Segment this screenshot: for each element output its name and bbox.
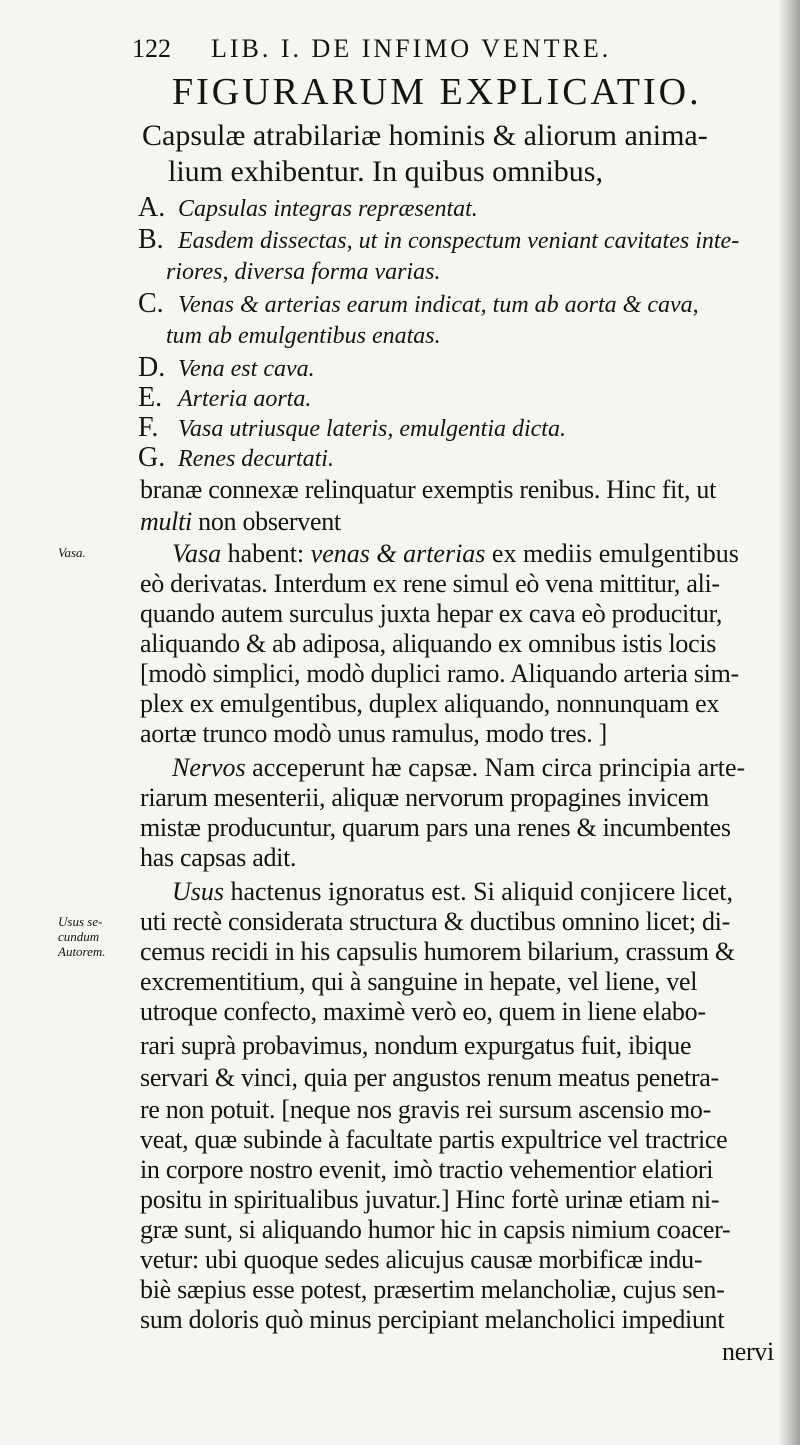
body-line: biè sæpius esse potest, præsertim melancholiæ, cujus sen- bbox=[140, 1275, 725, 1304]
body-text: hactenus ignoratus est. Si aliquid conjicere licet, bbox=[224, 877, 734, 906]
body-line: servari & vinci, quia per angustos renum meatus penetra- bbox=[140, 1063, 719, 1092]
body-text: habent: bbox=[221, 539, 311, 568]
body-line: has capsas adit. bbox=[140, 843, 297, 872]
marginal-note-vasa: Vasa. bbox=[58, 545, 86, 560]
legend-text: Arteria aorta. bbox=[178, 386, 312, 412]
legend-text: Renes decurtati. bbox=[178, 446, 334, 472]
body-line: cemus recidi in his capsulis humorem bilarium, crassum & bbox=[140, 937, 735, 966]
marginal-note-line: cundum bbox=[58, 929, 100, 944]
legend-key: C. bbox=[138, 288, 164, 319]
legend-text: Vena est cava. bbox=[178, 356, 315, 382]
legend-item-d bbox=[138, 352, 315, 385]
legend-key: E. bbox=[138, 382, 163, 413]
body-line: vetur: ubi quoque sedes alicujus causæ morbificæ indu- bbox=[140, 1245, 703, 1274]
legend-text: Easdem dissectas, ut in conspectum veniant cavitates inte- bbox=[178, 228, 740, 254]
body-line: græ sunt, si aliquando humor hic in capsis nimium coacer- bbox=[140, 1215, 731, 1244]
body-italic: venas & arterias bbox=[310, 539, 486, 568]
legend-item-e bbox=[138, 382, 311, 415]
body-line: [modò simplici, modò duplici ramo. Aliquando arteria sim- bbox=[140, 659, 739, 688]
running-head bbox=[132, 34, 692, 64]
body-line: excrementitium, qui à sanguine in hepate, vel liene, vel bbox=[140, 967, 698, 996]
body-italic: Nervos bbox=[172, 753, 246, 782]
body-line: positu in spiritualibus juvatur.] Hinc fortè urinæ etiam ni- bbox=[140, 1185, 720, 1214]
legend-key: D. bbox=[138, 352, 166, 383]
body-line: riarum mesenterii, aliquæ nervorum propagines invicem bbox=[140, 783, 709, 812]
legend-key: A. bbox=[138, 192, 166, 223]
body-line: uti rectè considerata structura & ductibus omnino licet; di- bbox=[140, 907, 730, 936]
body-line: mistæ producuntur, quarum pars una renes & incumbentes bbox=[140, 813, 731, 842]
body-line: in corpore nostro evenit, imò tractio vehementior elatiori bbox=[140, 1155, 714, 1184]
body-text: acceperunt hæ capsæ. Nam circa principia arte- bbox=[245, 753, 746, 782]
legend-item-f bbox=[138, 412, 566, 445]
caption-line-1: Capsulæ atrabilariæ hominis & aliorum anima- bbox=[142, 119, 708, 152]
legend-item-a bbox=[138, 192, 478, 225]
body-line: branæ connexæ relinquatur exemptis renibus. Hinc fit, ut bbox=[140, 475, 717, 504]
legend-item-g bbox=[138, 442, 334, 475]
body-line bbox=[140, 506, 341, 538]
body-line: quando autem surculus juxta hepar ex cava eò producitur, bbox=[140, 599, 723, 628]
legend-key: G. bbox=[138, 442, 166, 473]
body-line: utroque confecto, maximè verò eo, quem in liene elabo- bbox=[140, 997, 706, 1026]
body-italic: Vasa bbox=[172, 539, 222, 568]
body-line: aliquando & ab adiposa, aliquando ex omnibus istis locis bbox=[140, 629, 717, 658]
legend-key: B. bbox=[138, 224, 164, 255]
page-number: 122 bbox=[132, 34, 171, 63]
section-title: FIGURARUM EXPLICATIO. bbox=[172, 71, 702, 113]
body-line: veat, quæ subinde à facultate partis expultrice vel tractrice bbox=[140, 1125, 728, 1154]
legend-text: Capsulas integras repræsentat. bbox=[178, 196, 478, 222]
body-line bbox=[172, 538, 739, 570]
body-line: eò derivatas. Interdum ex rene simul eò vena mittitur, ali- bbox=[140, 569, 720, 598]
body-line: sum doloris quò minus percipiant melancholici impediunt bbox=[140, 1305, 725, 1334]
body-italic: Usus bbox=[172, 877, 225, 906]
marginal-note-line: Autorem. bbox=[58, 944, 106, 959]
body-text: non observent bbox=[191, 507, 341, 536]
caption-line-2: lium exhibentur. In quibus omnibus, bbox=[168, 155, 603, 188]
legend-text: Vasa utriusque lateris, emulgentia dicta. bbox=[178, 416, 566, 442]
body-line: aortæ trunco modò unus ramulus, modo tres. ] bbox=[140, 719, 608, 748]
body-italic: multi bbox=[140, 507, 192, 536]
legend-item-c bbox=[138, 288, 699, 321]
body-line: re non potuit. [neque nos gravis rei sursum ascensio mo- bbox=[140, 1095, 711, 1124]
legend-key: F. bbox=[138, 412, 159, 443]
marginal-note-line: Usus se- bbox=[58, 914, 103, 929]
running-head-text: LIB. I. DE INFIMO VENTRE. bbox=[211, 34, 612, 63]
body-line bbox=[172, 876, 733, 908]
body-line: rari suprà probavimus, nondum expurgatus fuit, ibique bbox=[140, 1031, 692, 1060]
legend-item-c-continued: tum ab emulgentibus enatas. bbox=[166, 323, 441, 349]
body-line bbox=[172, 752, 745, 784]
body-line: plex ex emulgentibus, duplex aliquando, nonnunquam ex bbox=[140, 689, 720, 718]
legend-item-b bbox=[138, 224, 739, 257]
legend-item-b-continued: riores, diversa forma varias. bbox=[166, 259, 441, 285]
marginal-note-usus bbox=[58, 914, 106, 959]
body-text: ex mediis emulgentibus bbox=[485, 539, 739, 568]
catchword: nervi bbox=[722, 1337, 774, 1366]
page-edge-shadow bbox=[778, 0, 800, 1445]
legend-text: Venas & arterias earum indicat, tum ab aorta & cava, bbox=[178, 292, 699, 318]
